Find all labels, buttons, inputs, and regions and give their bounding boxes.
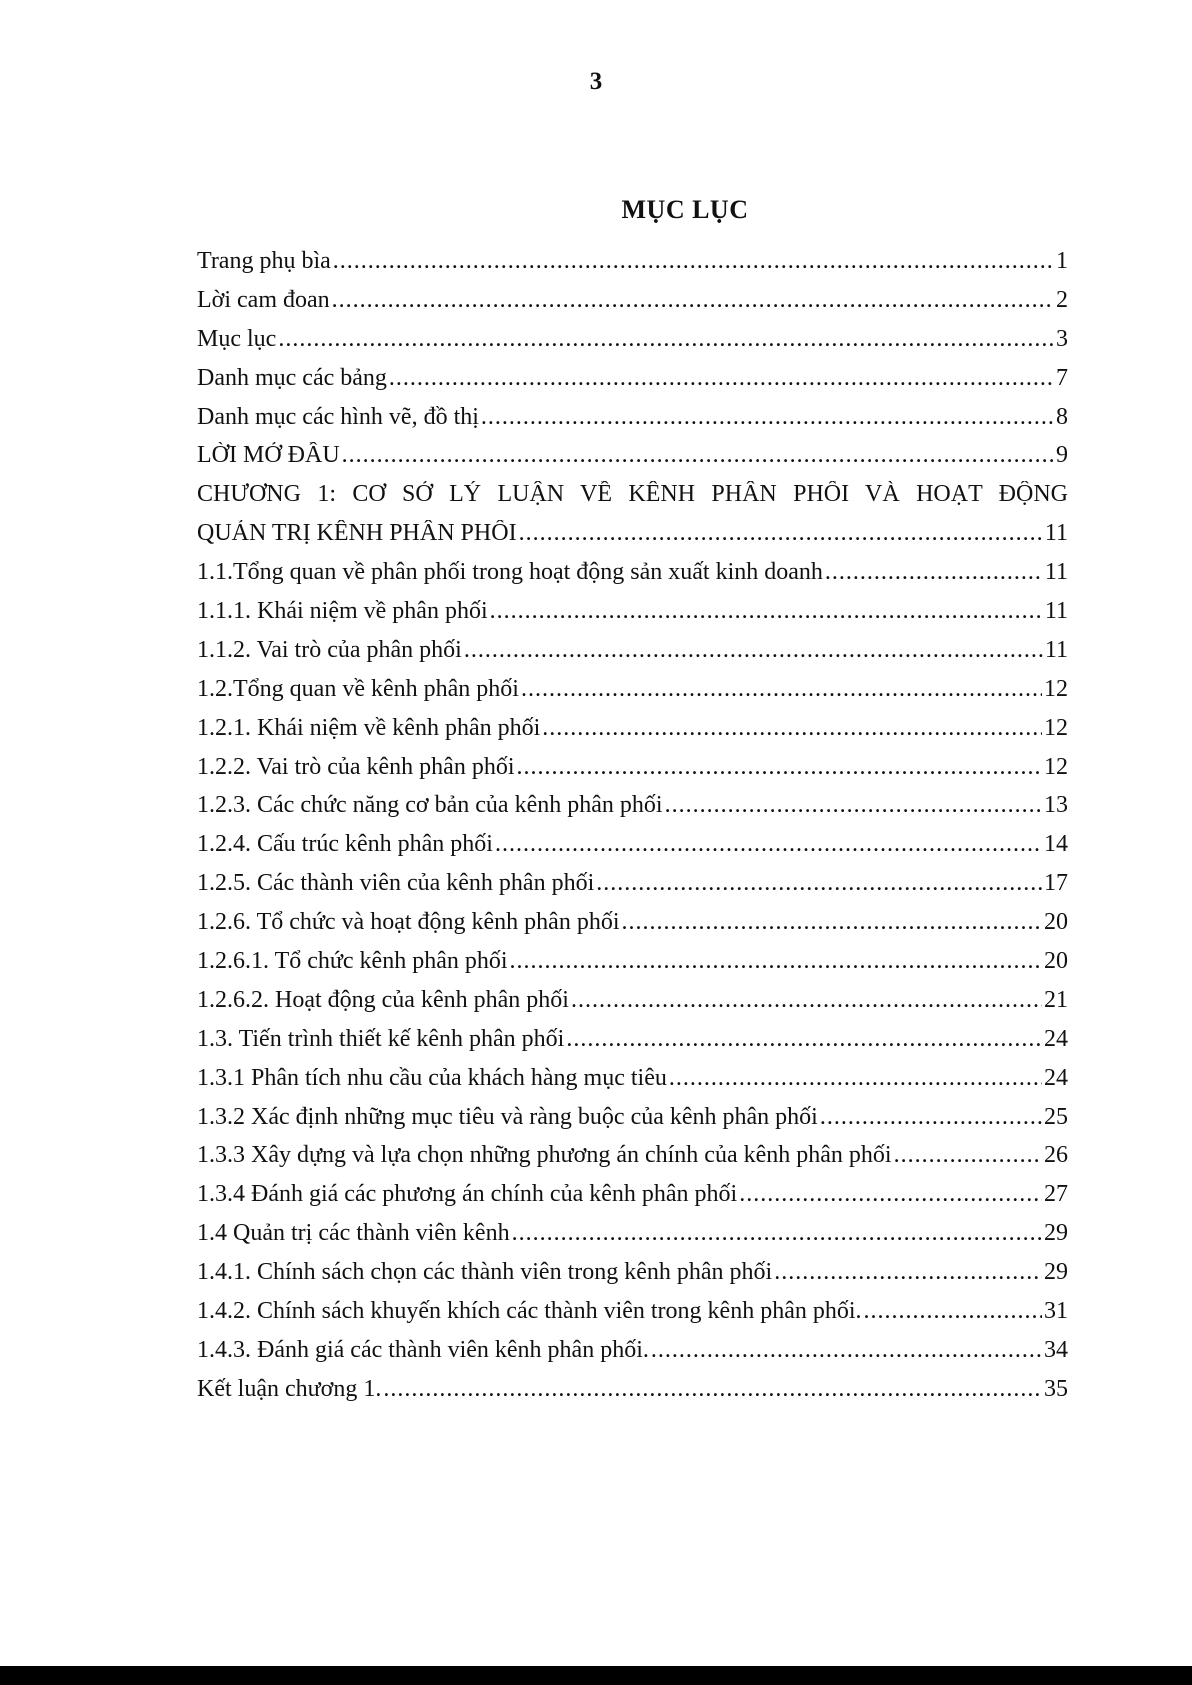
toc-entry-page: 12 [1044, 675, 1068, 702]
toc-entry-page: 3 [1056, 325, 1068, 352]
toc-entry-page: 11 [1044, 559, 1068, 586]
toc-leader-dots [651, 1337, 1042, 1364]
toc-entry-text: Mục lục [197, 325, 277, 352]
toc-entry-page: 11 [1044, 598, 1068, 625]
table-of-contents [197, 248, 1068, 1415]
toc-leader-dots [571, 987, 1042, 1014]
toc-entry-page: 25 [1044, 1103, 1068, 1130]
toc-entry[interactable] [197, 1337, 1068, 1376]
toc-entry-text: Trang phụ bìa [197, 248, 331, 274]
toc-leader-dots [566, 1026, 1042, 1053]
toc-entry-page: 24 [1044, 1064, 1068, 1091]
toc-leader-dots [464, 637, 1043, 664]
toc-entry-page: 27 [1044, 1181, 1068, 1208]
toc-entry-page: 13 [1044, 792, 1068, 819]
toc-entry[interactable] [197, 948, 1068, 987]
toc-leader-dots [864, 1298, 1042, 1325]
toc-entry[interactable] [197, 987, 1068, 1026]
toc-entry[interactable] [197, 442, 1068, 481]
toc-entry-text: 1.1.Tổng quan về phân phối trong hoạt động sản xuất kinh doanh [197, 559, 823, 586]
toc-entry-text: Kết luận chương 1. [197, 1375, 382, 1402]
toc-entry[interactable] [197, 754, 1068, 793]
toc-entry-page: 2 [1056, 286, 1068, 313]
toc-entry-page: 9 [1056, 442, 1068, 469]
toc-leader-dots [481, 404, 1054, 431]
toc-leader-dots [669, 1065, 1042, 1092]
toc-leader-dots [739, 1181, 1042, 1208]
toc-entry-text: 1.2.5. Các thành viên của kênh phân phối [197, 870, 595, 897]
toc-entry[interactable] [197, 792, 1068, 831]
toc-entry-page: 7 [1056, 364, 1068, 391]
toc-entry[interactable] [197, 1065, 1068, 1104]
toc-entry-text: 1.3.2 Xác định những mục tiêu và ràng buộc của kênh phân phối [197, 1103, 818, 1130]
toc-entry-page: 14 [1044, 831, 1068, 858]
toc-entry[interactable] [197, 831, 1068, 870]
toc-entry[interactable] [197, 1220, 1068, 1259]
toc-leader-dots [665, 792, 1042, 819]
toc-entry-page: 29 [1044, 1220, 1068, 1247]
toc-entry[interactable] [197, 870, 1068, 909]
toc-entry[interactable] [197, 1026, 1068, 1065]
toc-entry-text: 1.1.1. Khái niệm về phân phối [197, 598, 488, 625]
toc-leader-dots [510, 948, 1042, 975]
toc-entry-page: 26 [1044, 1142, 1068, 1169]
toc-entry-page: 35 [1044, 1375, 1068, 1402]
toc-entry-text: 1.1.2. Vai trò của phân phối [197, 636, 462, 663]
toc-entry[interactable] [197, 715, 1068, 754]
toc-entry[interactable] [197, 676, 1068, 715]
toc-entry-text: Danh mục các bảng [197, 364, 387, 391]
toc-entry-page: 24 [1044, 1025, 1068, 1052]
toc-leader-dots [278, 326, 1054, 353]
toc-entry-page: 11 [1044, 520, 1068, 547]
toc-leader-dots [621, 909, 1042, 936]
toc-entry-page: 12 [1044, 714, 1068, 741]
toc-entry-text: 1.3.1 Phân tích nhu cầu của khách hàng mục tiêu [197, 1064, 667, 1091]
toc-leader-dots [825, 559, 1043, 586]
toc-entry[interactable] [197, 287, 1068, 326]
toc-entry-page: 29 [1044, 1259, 1068, 1286]
toc-entry[interactable] [197, 326, 1068, 365]
toc-entry-text: 1.2.6.1. Tổ chức kênh phân phối [197, 948, 508, 975]
toc-leader-dots [542, 715, 1042, 742]
toc-entry-page: 8 [1056, 403, 1068, 430]
toc-leader-dots [495, 831, 1042, 858]
page-number: 3 [589, 68, 603, 95]
toc-entry[interactable] [197, 520, 1068, 559]
toc-leader-dots [820, 1104, 1042, 1131]
toc-leader-dots [519, 520, 1043, 547]
toc-entry-text: 1.4.2. Chính sách khuyến khích các thành viên trong kênh phân phối. [197, 1298, 862, 1325]
toc-entry-text: 1.4 Quản trị các thành viên kênh [197, 1220, 510, 1247]
toc-entry-page: 34 [1044, 1336, 1068, 1363]
toc-entry[interactable] [197, 248, 1068, 287]
toc-entry-page: 20 [1044, 948, 1068, 975]
toc-entry-text: 1.4.3. Đánh giá các thành viên kênh phân phối. [197, 1336, 649, 1363]
toc-leader-dots [521, 676, 1042, 703]
toc-entry-text: 1.3. Tiến trình thiết kế kênh phân phối [197, 1025, 565, 1052]
toc-entry-text: QUẢN TRỊ KÊNH PHÂN PHỐI [197, 520, 517, 547]
toc-leader-dots [333, 248, 1054, 275]
toc-entry-page: 12 [1044, 753, 1068, 780]
toc-entry[interactable] [197, 1259, 1068, 1298]
toc-entry-page: 1 [1056, 248, 1068, 274]
toc-entry-text: 1.2.3. Các chức năng cơ bản của kênh phân phối [197, 792, 663, 819]
toc-leader-dots [774, 1259, 1042, 1286]
toc-leader-dots [342, 442, 1054, 469]
toc-entry-text: Lời cam đoan [197, 286, 330, 313]
toc-entry[interactable] [197, 1142, 1068, 1181]
toc-title: MỤC LỤC [621, 195, 749, 224]
toc-entry-page: 20 [1044, 909, 1068, 936]
toc-entry[interactable] [197, 365, 1068, 404]
toc-entry-text: 1.2.1. Khái niệm về kênh phân phối [197, 714, 541, 741]
toc-leader-dots [596, 870, 1042, 897]
toc-entry[interactable] [197, 1298, 1068, 1337]
toc-entry[interactable] [197, 559, 1068, 598]
toc-entry-text: LỜI MỞ ĐẦU [197, 442, 340, 469]
toc-entry[interactable] [197, 909, 1068, 948]
toc-entry-page: 17 [1044, 870, 1068, 897]
toc-entry[interactable] [197, 404, 1068, 443]
toc-leader-dots [517, 754, 1043, 781]
toc-entry-text: 1.2.6.2. Hoạt động của kênh phân phối [197, 986, 569, 1013]
toc-entry[interactable] [197, 598, 1068, 637]
toc-chapter-heading-text: CHƯƠNG 1: CƠ SỞ LÝ LUẬN VỀ KÊNH PHÂN PHỐI VÀ HOẠT ĐỘNG [197, 481, 1068, 508]
toc-entry[interactable] [197, 1181, 1068, 1220]
toc-leader-dots [383, 1376, 1042, 1403]
toc-entry[interactable] [197, 637, 1068, 676]
toc-entry-page: 11 [1044, 636, 1068, 663]
toc-entry-text: 1.3.4 Đánh giá các phương án chính của kênh phân phối [197, 1181, 738, 1208]
toc-entry-text: 1.3.3 Xây dựng và lựa chọn những phương án chính của kênh phân phối [197, 1142, 892, 1169]
toc-entry-text: 1.2.Tổng quan về kênh phân phối [197, 675, 519, 702]
toc-leader-dots [332, 287, 1054, 314]
bottom-edge-bar [0, 1666, 1192, 1685]
toc-entry-text: 1.2.6. Tổ chức và hoạt động kênh phân phối [197, 909, 620, 936]
toc-entry[interactable] [197, 1376, 1068, 1415]
toc-entry-page: 21 [1044, 986, 1068, 1013]
toc-entry-text: 1.4.1. Chính sách chọn các thành viên trong kênh phân phối [197, 1259, 773, 1286]
toc-entry-text: 1.2.2. Vai trò của kênh phân phối [197, 753, 515, 780]
toc-entry-text: Danh mục các hình vẽ, đồ thị [197, 403, 479, 430]
toc-leader-dots [490, 598, 1043, 625]
toc-leader-dots [512, 1220, 1042, 1247]
toc-entry[interactable] [197, 1104, 1068, 1143]
toc-leader-dots [389, 365, 1054, 392]
toc-entry-page: 31 [1044, 1298, 1068, 1325]
toc-leader-dots [894, 1142, 1042, 1169]
toc-entry-text: 1.2.4. Cấu trúc kênh phân phối [197, 831, 493, 858]
toc-chapter-heading[interactable] [197, 481, 1068, 520]
